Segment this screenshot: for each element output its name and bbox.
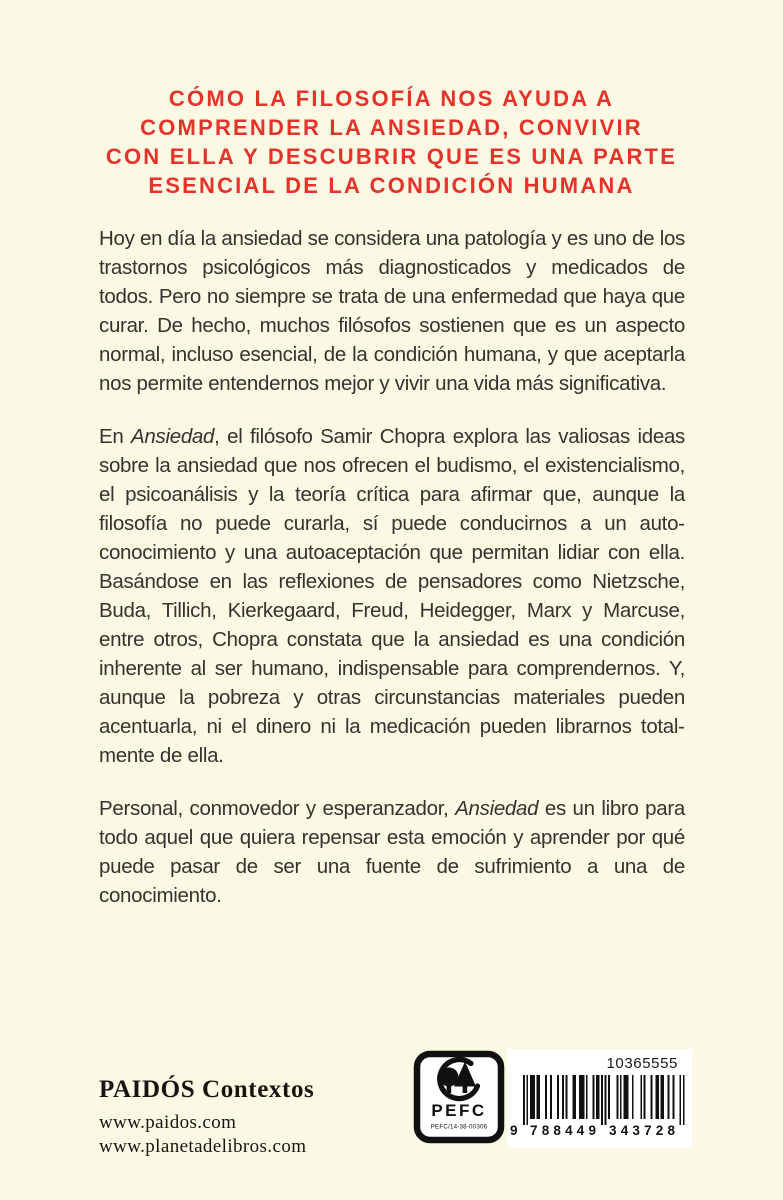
paragraph2-prefix: En	[99, 425, 132, 448]
svg-text:788449: 788449	[530, 1123, 596, 1138]
publisher-block	[99, 1076, 314, 1159]
book-title-italic: Ansiedad	[131, 425, 215, 448]
svg-text:9: 9	[510, 1123, 518, 1138]
synopsis	[99, 224, 685, 934]
synopsis-paragraph-2	[99, 422, 685, 770]
synopsis-paragraph-3	[99, 794, 685, 910]
headline-line-1: CÓMO LA FILOSOFÍA NOS AYUDA A	[168, 86, 615, 111]
headline-line-2: COMPRENDER LA ANSIEDAD, CONVIVIR	[140, 115, 643, 140]
headline-line-4: ESENCIAL DE LA CONDICIÓN HUMANA	[148, 173, 635, 198]
headline	[50, 84, 733, 200]
paragraph2-rest: , el filósofo Samir Chopra explora las valiosas ideas sobre la ansiedad que nos ofrecen el budismo, el existencialismo, el psicoanálisis y la teoría crítica para afirmar que, aunque la filosofía no puede curarla, sí puede conducirnos a un autoconocimiento y una autoaceptación que permitan lidiar con ella. Basándose en las reflexiones de pensadores como Nietzsche, Buda, Tillich, Kierkegaard, Freud, Heidegger, Marx y Marcuse, entre otros, Chopra constata que la ansiedad es una condición inherente al ser humano, indispensable para comprendernos. Y, aunque la pobreza y otras circunstancias materiales pueden acentuarla, ni el dinero ni la medicación pueden librarnos totalmente de ella.	[99, 425, 685, 767]
ean13-barcode-icon	[507, 1075, 692, 1141]
pefc-license-code: PEFC/14-38-00306	[430, 1123, 488, 1131]
svg-text:343728: 343728	[609, 1123, 675, 1138]
pefc-trees-icon	[413, 1050, 505, 1144]
paragraph3-rest: es un libro para todo aquel que quiera repensar esta emoción y aprender por qué puede pasar de ser una fuente de sufrimiento a una de conocimiento.	[99, 797, 685, 907]
sku-number: 10365555	[606, 1055, 678, 1072]
publisher-url-paidos: www.paidos.com	[99, 1112, 237, 1133]
publisher-imprint: PAIDÓS Contextos	[99, 1076, 315, 1103]
pefc-label: PEFC	[431, 1101, 487, 1120]
pefc-certification-logo	[413, 1050, 505, 1144]
publisher-url-planetadelibros: www.planetadelibros.com	[99, 1136, 307, 1157]
synopsis-paragraph-1: Hoy en día la ansiedad se considera una patología y es uno de los trastornos psicológicos más diagnosticados y medicados de todos. Pero no siempre se trata de una enfermedad que haya que curar. De hecho, muchos filósofos sostienen que es un aspecto normal, incluso esencial, de la condición humana, y que aceptarla nos permite entendernos mejor y vivir una vida más significativa.	[99, 227, 685, 395]
headline-line-3: CON ELLA Y DESCUBRIR QUE ES UNA PARTE	[105, 144, 678, 169]
barcode-block	[507, 1049, 692, 1148]
book-title-italic: Ansiedad	[455, 797, 539, 820]
paragraph3-prefix: Personal, conmovedor y esperanzador,	[99, 797, 456, 820]
